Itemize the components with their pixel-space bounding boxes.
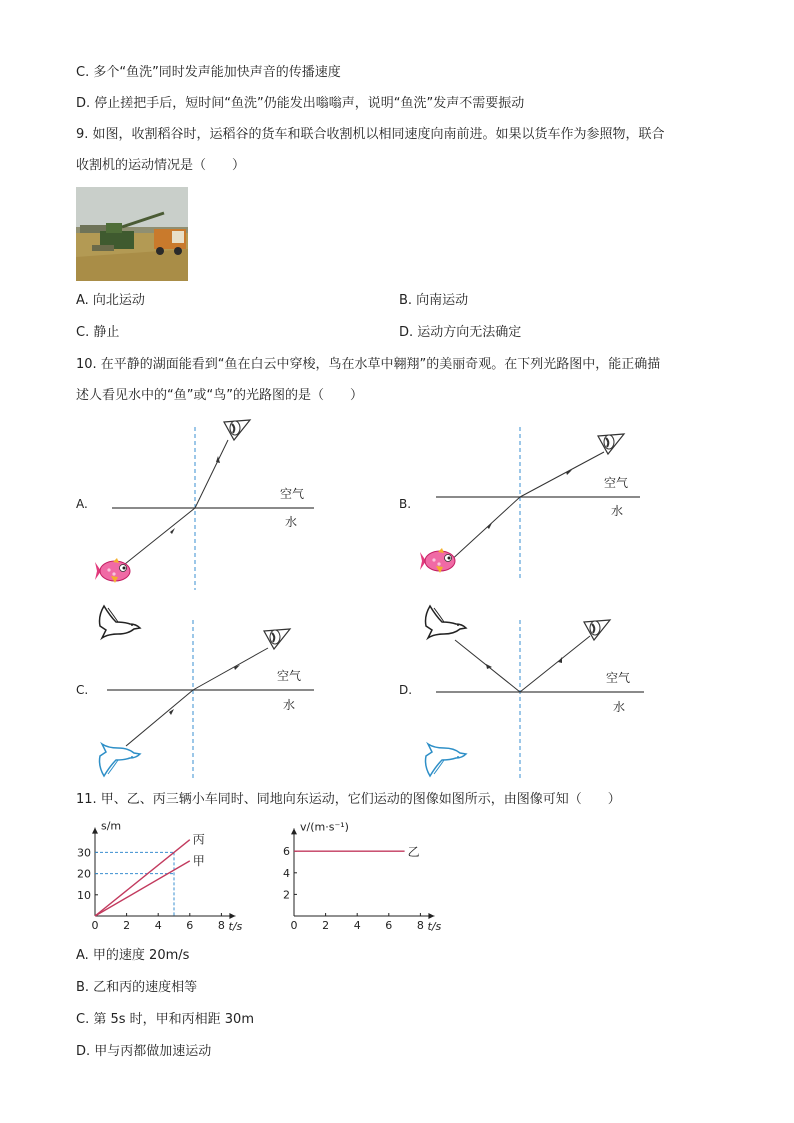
x-tick-label: 2 xyxy=(123,919,131,932)
q11-stem: 11. 甲、乙、丙三辆小车同时、同地向东运动，它们运动的图像如图所示，由图像可知（ ） xyxy=(76,792,621,807)
q9-stem-line1: 9. 如图，收割稻谷时，运稻谷的货车和联合收割机以相同速度向南前进。如果以货车作为参照物，联合 xyxy=(76,127,665,142)
q9-option-c[interactable]: C. 静止 xyxy=(76,325,120,340)
diagram-d-water-label: 水 xyxy=(613,700,626,714)
q11-option-b[interactable]: B. 乙和丙的速度相等 xyxy=(76,980,198,995)
diagram-d-label: D. xyxy=(399,683,413,697)
y-axis-arrow xyxy=(92,828,98,834)
x-axis-label: t/s xyxy=(228,920,243,933)
x-tick-label: 6 xyxy=(186,919,194,932)
x-axis-label: t/s xyxy=(427,920,442,933)
y-axis-arrow xyxy=(291,828,297,834)
x-tick-label: 8 xyxy=(217,919,225,932)
diagram-d[interactable] xyxy=(426,606,645,778)
series-label-甲: 甲 xyxy=(192,853,205,868)
diagram-b-water-label: 水 xyxy=(611,504,624,518)
q11-option-c[interactable]: C. 第 5s 时，甲和丙相距 30m xyxy=(76,1012,254,1027)
y-axis-label: s/m xyxy=(101,819,122,833)
diagram-b[interactable] xyxy=(420,427,640,578)
x-tick-label: 4 xyxy=(154,919,162,932)
q8-option-c: C. 多个“鱼洗”同时发声能加快声音的传播速度 xyxy=(76,65,341,80)
x-axis-arrow xyxy=(428,913,434,919)
q9-option-d[interactable]: D. 运动方向无法确定 xyxy=(399,325,522,340)
q8-option-d: D. 停止搓把手后，短时间“鱼洗”仍能发出嗡嗡声，说明“鱼洗”发声不需要振动 xyxy=(76,96,525,111)
x-tick-label: 4 xyxy=(353,919,361,932)
y-axis-label: v/(m·s⁻¹) xyxy=(300,820,349,834)
diagram-a[interactable] xyxy=(95,420,314,590)
v-t-graph xyxy=(280,818,470,936)
diagram-a-air-label: 空气 xyxy=(280,487,305,501)
q9-option-a[interactable]: A. 向北运动 xyxy=(76,293,145,308)
series-label-丙: 丙 xyxy=(192,832,205,847)
diagram-d-air-label: 空气 xyxy=(606,671,631,685)
y-tick-label: 4 xyxy=(283,866,290,880)
x-tick-label: 0 xyxy=(290,919,298,932)
q11-option-d[interactable]: D. 甲与丙都做加速运动 xyxy=(76,1044,212,1059)
diagram-b-air-label: 空气 xyxy=(604,476,629,490)
series-line-丙 xyxy=(95,840,190,916)
series-label-乙: 乙 xyxy=(407,845,420,860)
y-tick-label: 10 xyxy=(77,888,91,902)
x-tick-label: 8 xyxy=(416,919,424,932)
series-line-甲 xyxy=(95,861,190,916)
y-tick-label: 30 xyxy=(77,846,91,860)
q9-stem-line2: 收割机的运动情况是（ ） xyxy=(76,158,246,173)
diagram-c-water-label: 水 xyxy=(283,698,296,712)
y-tick-label: 2 xyxy=(283,888,290,902)
x-tick-label: 0 xyxy=(91,919,99,932)
x-tick-label: 2 xyxy=(322,919,330,932)
diagram-c-label: C. xyxy=(76,683,89,697)
q10-stem-line2: 述人看见水中的“鱼”或“鸟”的光路图的是（ ） xyxy=(76,388,363,403)
x-tick-label: 6 xyxy=(385,919,393,932)
q9-option-b[interactable]: B. 向南运动 xyxy=(399,293,469,308)
y-tick-label: 20 xyxy=(77,867,91,881)
diagram-c[interactable] xyxy=(100,606,315,778)
y-tick-label: 6 xyxy=(283,845,290,859)
q10-stem-line1: 10. 在平静的湖面能看到“鱼在白云中穿梭，鸟在水草中翱翔”的美丽奇观。在下列光路图中，能正确描 xyxy=(76,357,661,372)
diagram-a-label: A. xyxy=(76,497,88,511)
s-t-graph xyxy=(70,818,260,936)
diagram-b-label: B. xyxy=(399,497,412,511)
q11-option-a[interactable]: A. 甲的速度 20m/s xyxy=(76,948,190,963)
x-axis-arrow xyxy=(229,913,235,919)
diagram-a-water-label: 水 xyxy=(285,515,298,529)
diagram-c-air-label: 空气 xyxy=(277,669,302,683)
